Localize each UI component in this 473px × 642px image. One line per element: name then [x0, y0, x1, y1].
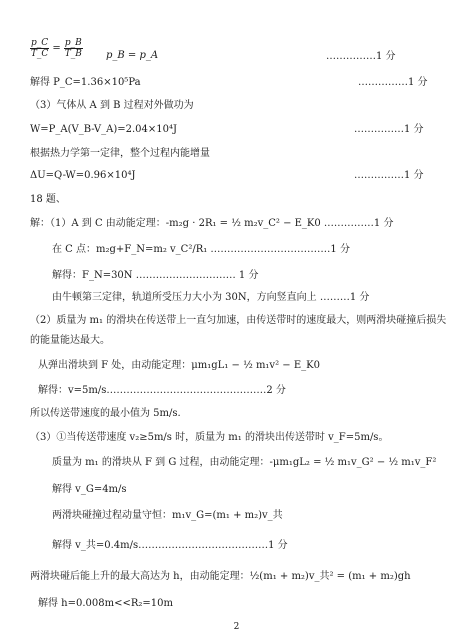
score-3: ……………1 分	[354, 124, 424, 135]
internal-energy-equation: ΔU=Q-W=0.96×10⁴J	[30, 170, 136, 181]
part-2-text-cont: 的能量能达最大。	[30, 335, 110, 346]
f-to-g-equation: 质量为 m₁ 的滑块从 F 到 G 过程，由动能定理：-μm₁gL₂ = ½ m₁v_G² − ½ m₁v_F²	[52, 457, 437, 468]
fraction-denominator: T_B	[64, 49, 82, 59]
fraction-pc-tc	[30, 38, 49, 59]
min-belt-speed: 所以传送带速度的最小值为 5m/s.	[30, 408, 181, 419]
eq-pb-pa: p_B = p_A	[106, 50, 159, 61]
answer-pc: 解得 P_C=1.36×10⁵Pa	[30, 77, 141, 88]
eq-line-1	[30, 38, 83, 59]
newton-third-law: 由牛顿第三定律，轨道所受压力大小为 30N，方向竖直向上 ………1 分	[52, 292, 370, 303]
answer-vg: 解得 v_G=4m/s	[52, 484, 127, 495]
score-4: ……………1 分	[354, 170, 424, 181]
section-3-heading: （3）气体从 A 到 B 过程对外做功为	[30, 100, 194, 111]
part-2-text: （2）质量为 m₁ 的滑块在传送带上一直匀加速，由传送带时的速度最大，则两滑块碰撞后损失	[30, 315, 447, 326]
work-equation: W=P_A(V_B-V_A)=2.04×10⁴J	[30, 124, 178, 135]
fraction-numerator: p_C	[31, 38, 49, 48]
page-number: 2	[233, 622, 240, 632]
fraction-numerator: p_B	[64, 38, 82, 48]
part-1-kinetic-energy: 解：（1）A 到 C 由动能定理：-m₂g · 2R₁ = ½ m₂v_C² − E_K0 ……………1 分	[30, 218, 394, 229]
score-2: ……………1 分	[358, 77, 428, 88]
problem-18-heading: 18 题、	[30, 194, 66, 205]
answer-v-common: 解得 v_共=0.4m/s…………………………………1 分	[52, 540, 288, 551]
momentum-conservation: 两滑块碰撞过程动量守恒：m₁v_G=(m₁ + m₂)v_共	[52, 510, 283, 521]
fraction-denominator: T_C	[30, 49, 49, 59]
fraction-pb-tb	[64, 38, 83, 59]
max-height-equation: 两滑块碰后能上升的最大高达为 h，由动能定理：½(m₁ + m₂)v_共² = (m₁ + m₂)gh	[30, 571, 411, 582]
answer-v: 解得：v=5m/s…………………………………………2 分	[38, 385, 286, 396]
first-law-text: 根据热力学第一定律，整个过程内能增量	[30, 148, 210, 159]
point-c-equation: 在 C 点：m₂g+F_N=m₂ v_C²/R₁ ………………………………1 分	[52, 244, 350, 255]
spring-to-f-equation: 从弹出滑块到 F 处，由动能定理：μm₁gL₁ − ½ m₁v² − E_K0	[38, 360, 320, 371]
score-1: ……………1 分	[326, 51, 396, 62]
answer-fn: 解得：F_N=30N ………………………… 1 分	[52, 270, 259, 281]
part-3-case-1: （3）①当传送带速度 v₂≥5m/s 时，质量为 m₁ 的滑块出传送带时 v_F=5m/s。	[30, 432, 389, 443]
equals-sign: =	[52, 43, 61, 54]
answer-h: 解得 h=0.008m<<R₂=10m	[38, 598, 173, 609]
